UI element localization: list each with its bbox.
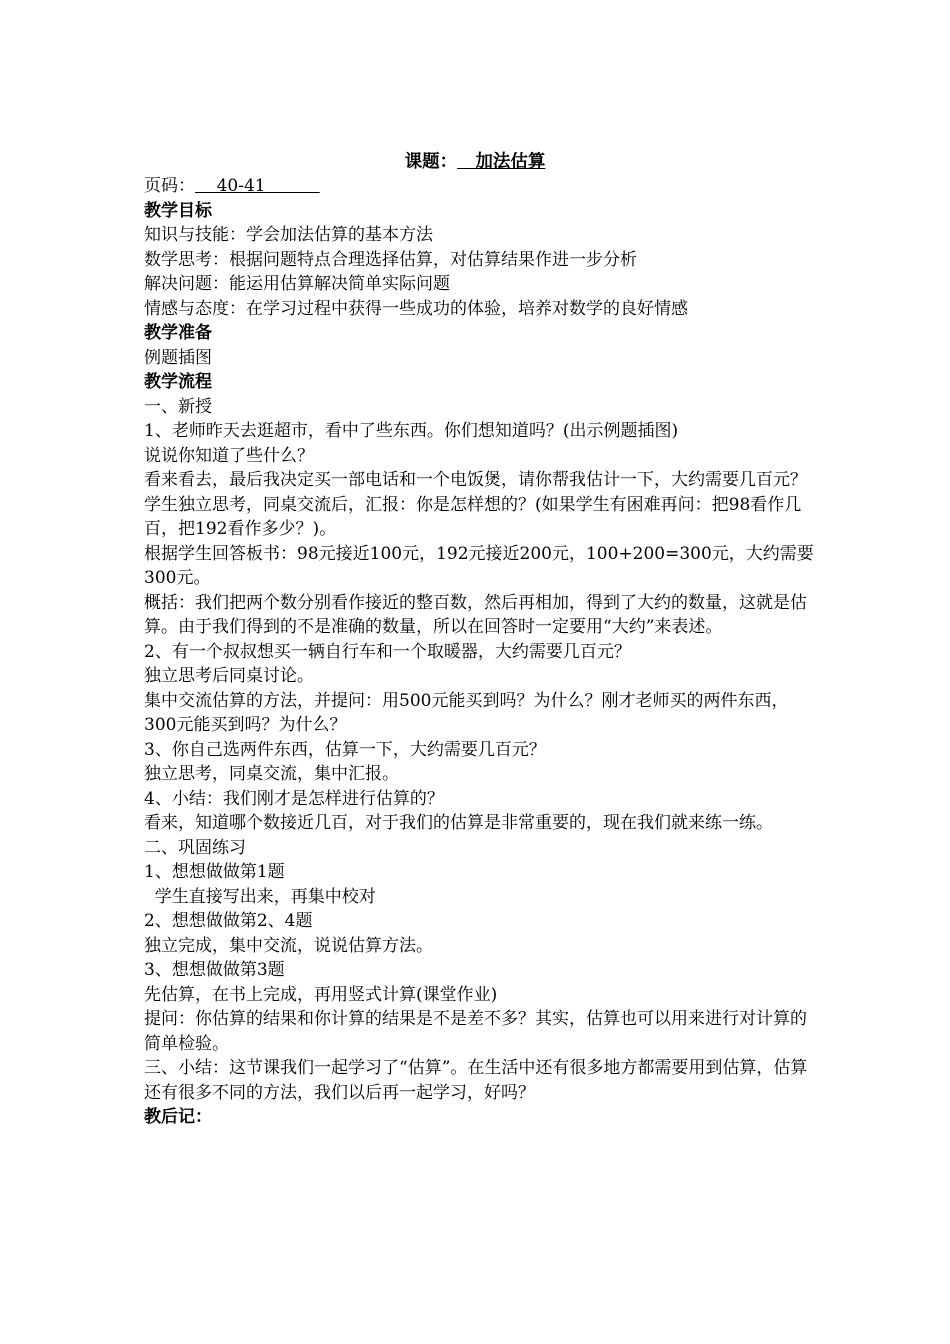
title-value: 加法估算 xyxy=(457,152,546,172)
text-line: 根据学生回答板书：98元接近100元，192元接近200元，100+200=300元，大约需要300元。 xyxy=(144,543,814,588)
text-line: 解决问题：能运用估算解决简单实际问题 xyxy=(144,274,450,294)
page-code-label: 页码： xyxy=(144,176,195,196)
document-body xyxy=(144,174,814,1130)
text-line: 数学思考：根据问题特点合理选择估算，对估算结果作进一步分析 xyxy=(144,249,637,270)
text-line: 提问：你估算的结果和你计算的结果是不是差不多？其实，估算也可以用来进行对计算的简单检验。 xyxy=(144,1009,807,1054)
text-line: 看来看去，最后我决定买一部电话和一个电饭煲，请你帮我估计一下，大约需要几百元？ xyxy=(144,470,807,490)
title-label: 课题： xyxy=(404,152,458,172)
lesson-content xyxy=(144,199,814,1130)
text-line: 4、小结：我们刚才是怎样进行估算的？ xyxy=(144,788,444,809)
text-line: 1、想想做做第1题 xyxy=(144,862,285,882)
text-line: 3、想想做做第3题 xyxy=(144,960,285,980)
text-line: 概括：我们把两个数分别看作接近的整百数，然后再相加，得到了大约的数量，这就是估算。由于我们得到的不是准确的数量，所以在回答时一定要用“大约”来表述。 xyxy=(144,592,807,637)
text-line: 例题插图 xyxy=(144,347,212,368)
text-line: 一、新授 xyxy=(144,396,212,417)
text-line: 二、巩固练习 xyxy=(144,837,246,858)
section-heading: 教后记： xyxy=(144,1107,212,1127)
text-line: 三、小结：这节课我们一起学习了“估算”。在生活中还有很多地方都需要用到估算，估算还有很多不同的方法，我们以后再一起学习，好吗？ xyxy=(144,1058,808,1103)
text-line: 独立思考，同桌交流，集中汇报。 xyxy=(144,764,399,784)
text-line: 先估算，在书上完成，再用竖式计算(课堂作业) xyxy=(144,984,498,1005)
section-heading: 教学目标 xyxy=(144,200,212,221)
text-line: 知识与技能：学会加法估算的基本方法 xyxy=(144,225,433,245)
section-heading: 教学准备 xyxy=(144,323,212,343)
page-code-line xyxy=(144,174,814,199)
lesson-title xyxy=(0,150,950,174)
text-line: 学生直接写出来，再集中校对 xyxy=(144,886,376,907)
text-line: 独立完成，集中交流，说说估算方法。 xyxy=(144,935,433,956)
text-line: 看来，知道哪个数接近几百，对于我们的估算是非常重要的，现在我们就来练一练。 xyxy=(144,813,773,833)
text-line: 2、想想做做第2、4题 xyxy=(144,911,313,931)
section-heading: 教学流程 xyxy=(144,372,212,392)
text-line: 3、你自己选两件东西，估算一下，大约需要几百元？ xyxy=(144,739,546,760)
text-line: 情感与态度：在学习过程中获得一些成功的体验，培养对数学的良好情感 xyxy=(144,298,688,319)
page-code-value: 40-41 xyxy=(195,176,320,196)
text-line: 独立思考后同桌讨论。 xyxy=(144,666,314,686)
text-line: 1、老师昨天去逛超市，看中了些东西。你们想知道吗？(出示例题插图) xyxy=(144,421,679,441)
text-line: 集中交流估算的方法，并提问：用500元能买到吗？为什么？刚才老师买的两件东西，300元能买到吗？为什么？ xyxy=(144,690,789,735)
text-line: 2、有一个叔叔想买一辆自行车和一个取暖器，大约需要几百元？ xyxy=(144,641,631,662)
text-line: 说说你知道了些什么？ xyxy=(144,445,314,466)
text-line: 学生独立思考，同桌交流后，汇报：你是怎样想的？(如果学生有困难再问：把98看作几百，把192看作多少？)。 xyxy=(144,494,802,539)
